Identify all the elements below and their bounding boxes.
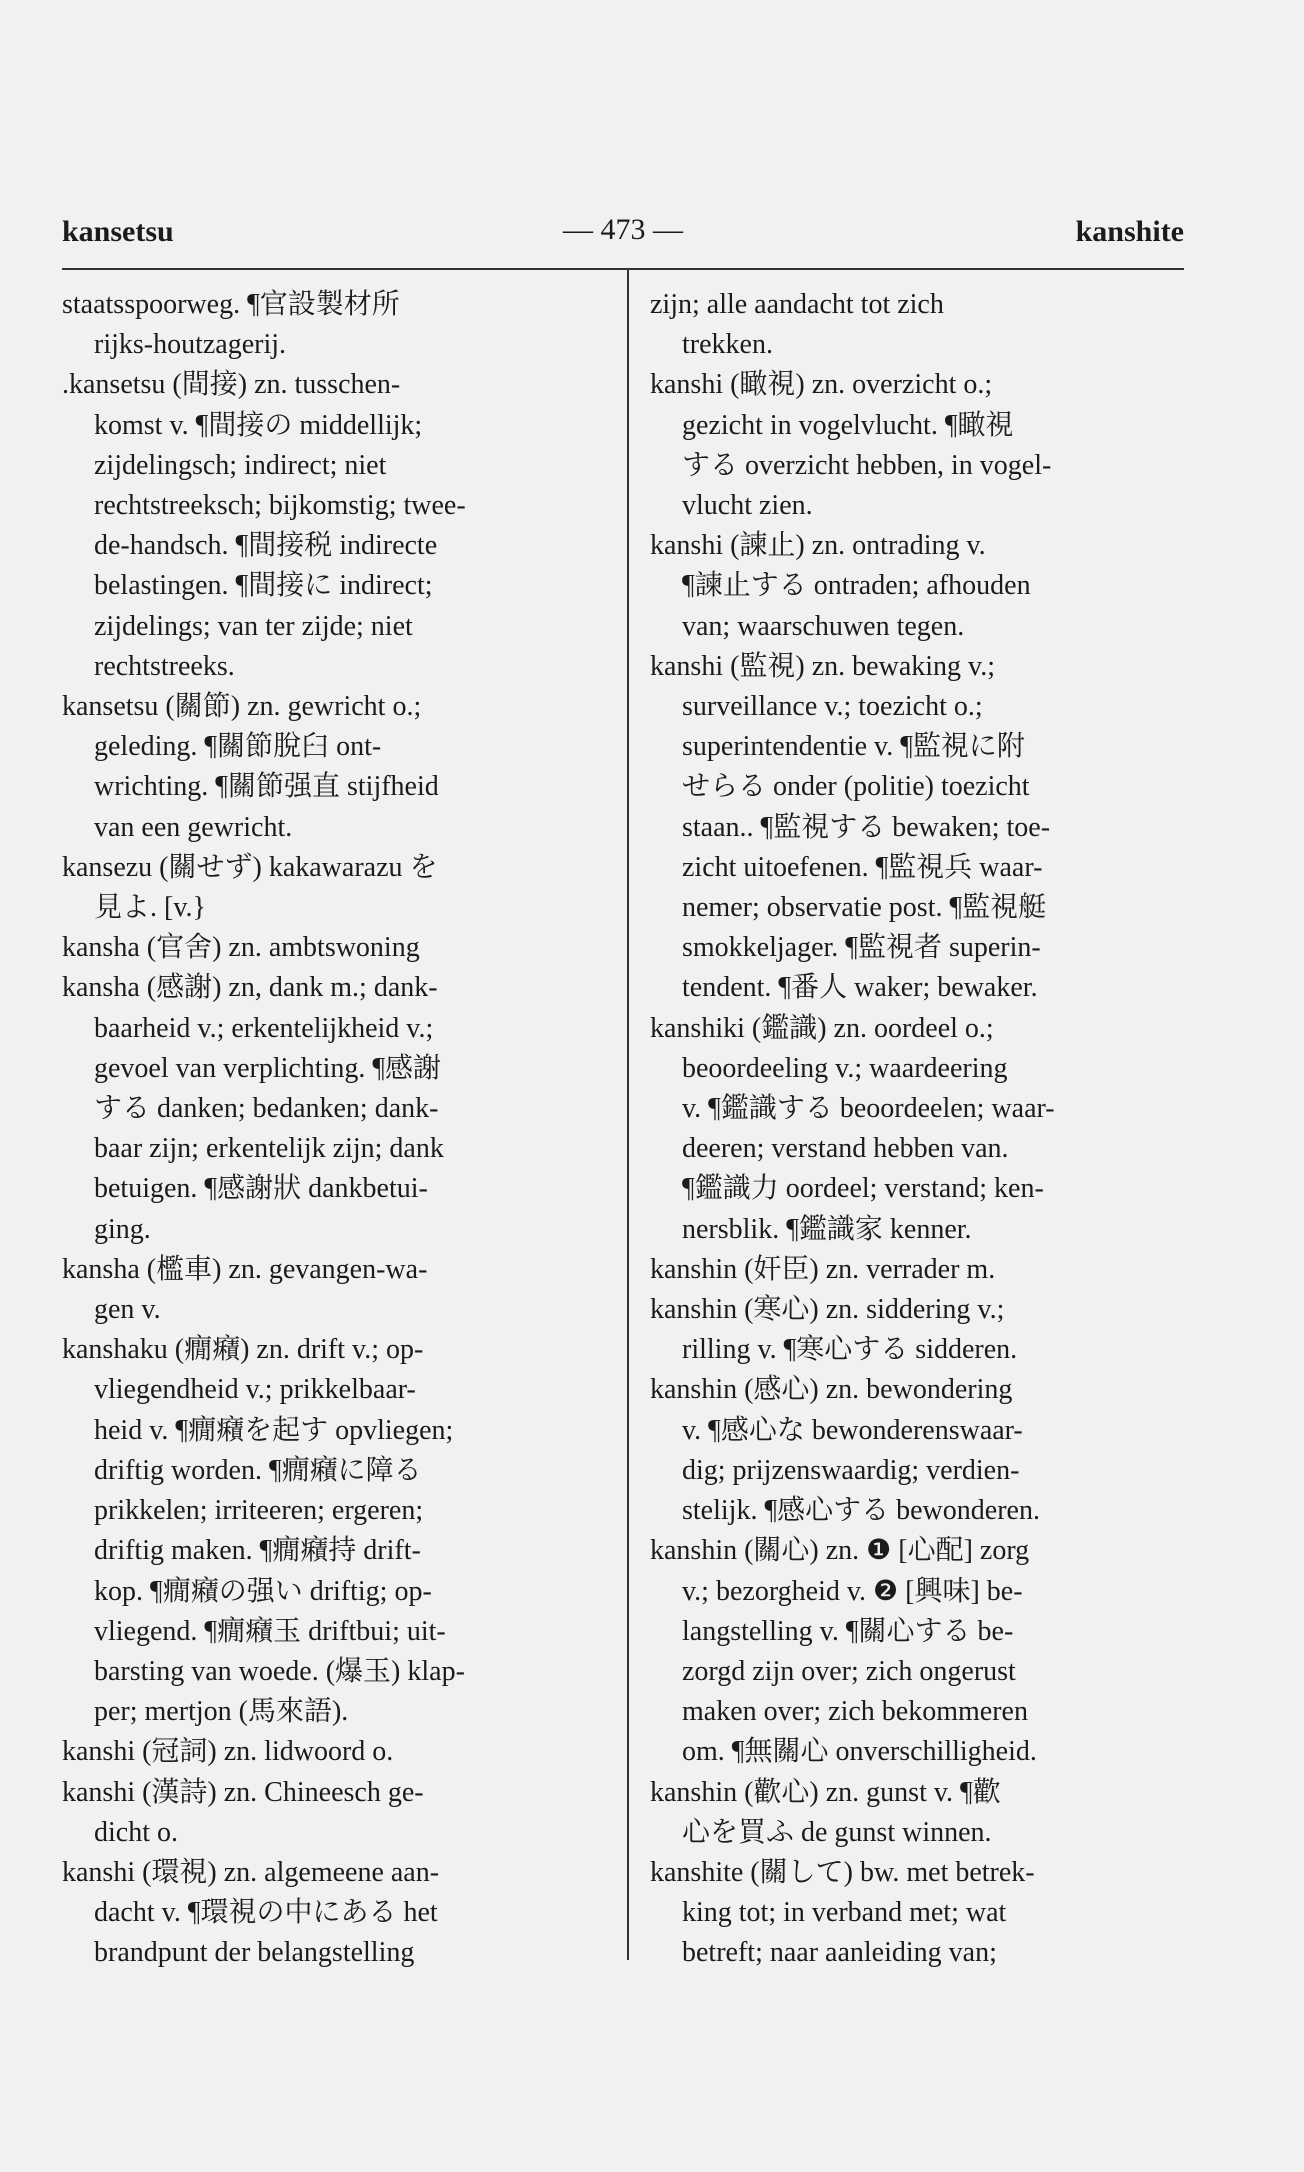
entry-line: langstelling v. ¶關心する be- <box>682 1615 1014 1647</box>
dictionary-entry <box>650 1009 1195 1250</box>
entry-line: om. ¶無關心 onverschilligheid. <box>682 1736 1037 1768</box>
entry-line: nemer; observatie post. ¶監視艇 <box>682 892 1047 924</box>
entry-line: belastingen. ¶間接に indirect; <box>94 570 433 602</box>
entry-line: kanshin (寒心) zn. siddering v.; <box>650 1294 1005 1326</box>
entry-line: wrichting. ¶關節强直 stijfheid <box>94 771 439 803</box>
page-number: — 473 — <box>563 213 683 246</box>
entry-line: kansetsu (關節) zn. gewricht o.; <box>62 691 422 723</box>
entry-line: dacht v. ¶環視の中にある het <box>94 1897 438 1929</box>
entry-line: v. ¶鑑識する beoordeelen; waar- <box>682 1093 1055 1125</box>
entry-line: kanshin (感心) zn. bewondering <box>650 1374 1013 1406</box>
entry-line: kansha (官舍) zn. ambtswoning <box>62 932 420 964</box>
entry-line: zijdelingsch; indirect; niet <box>94 449 387 481</box>
entry-line: gen v. <box>94 1294 161 1326</box>
entry-line: kanshi (瞰視) zn. overzicht o.; <box>650 369 993 401</box>
header-rule <box>62 268 1184 270</box>
right-column <box>650 285 1195 1974</box>
entry-line: trekken. <box>682 329 773 361</box>
entry-line: maken over; zich bekommeren <box>682 1696 1028 1728</box>
entry-line: ¶鑑識力 oordeel; verstand; ken- <box>682 1173 1044 1205</box>
entry-line: rechtstreeks. <box>94 650 235 682</box>
entry-line: zijdelings; van ter zijde; niet <box>94 610 413 642</box>
dictionary-entry <box>62 285 607 365</box>
entry-line: tendent. ¶番人 waker; bewaker. <box>682 972 1038 1004</box>
entry-line: staan.. ¶監視する bewaken; toe- <box>682 811 1051 843</box>
dictionary-entry <box>62 928 607 968</box>
entry-line: prikkelen; irriteeren; ergeren; <box>94 1495 424 1527</box>
column-divider <box>627 270 629 1960</box>
entry-line: heid v. ¶癇癪を起す opvliegen; <box>94 1414 454 1446</box>
entry-line: 心を買ふ de gunst winnen. <box>682 1816 992 1848</box>
running-head-left: kansetsu <box>62 215 174 248</box>
entry-line: rechtstreeksch; bijkomstig; twee- <box>94 490 466 522</box>
dictionary-entry <box>650 526 1195 647</box>
dictionary-entry <box>62 1773 607 1853</box>
entry-line: zijn; alle aandacht tot zich <box>650 289 944 320</box>
entry-line: せらる onder (politie) toezicht <box>682 771 1030 803</box>
entry-line: kansha (感謝) zn, dank m.; dank- <box>62 972 438 1004</box>
entry-line: baarheid v.; erkentelijkheid v.; <box>94 1012 434 1044</box>
entry-line: de-handsch. ¶間接税 indirecte <box>94 530 438 562</box>
entry-line: v.; bezorgheid v. ❷ [興味] be- <box>682 1575 1023 1607</box>
entry-line: per; mertjon (馬來語). <box>94 1696 349 1728</box>
dictionary-entry <box>62 968 607 1249</box>
entry-line: komst v. ¶間接の middellijk; <box>94 409 423 441</box>
entry-line: vliegend. ¶癇癪玉 driftbui; uit- <box>94 1615 446 1647</box>
entry-line: driftig worden. ¶癇癪に障る <box>94 1454 422 1486</box>
entry-line: .kansetsu (間接) zn. tusschen- <box>62 369 401 401</box>
entry-line: ging. <box>94 1213 151 1245</box>
entry-line: betuigen. ¶感謝狀 dankbetui- <box>94 1173 428 1205</box>
dictionary-entry <box>62 848 607 928</box>
entry-line: stelijk. ¶感心する bewonderen. <box>682 1495 1040 1527</box>
entry-line: kanshin (歡心) zn. gunst v. ¶歡 <box>650 1776 1001 1808</box>
entry-line: nersblik. ¶鑑識家 kenner. <box>682 1213 972 1245</box>
running-head-right: kanshite <box>1075 215 1184 248</box>
entry-line: barsting van woede. (爆玉) klap- <box>94 1655 465 1687</box>
entry-line: kanshi (監視) zn. bewaking v.; <box>650 650 995 682</box>
entry-line: ¶諫止する ontraden; afhouden <box>682 570 1031 602</box>
dictionary-entry <box>62 687 607 848</box>
entry-line: zicht uitoefenen. ¶監視兵 waar- <box>682 851 1043 883</box>
entry-line: dicht o. <box>94 1816 178 1848</box>
entry-line: king tot; in verband met; wat <box>682 1897 1007 1929</box>
entry-line: rilling v. ¶寒心する sidderen. <box>682 1334 1018 1366</box>
entry-line: smokkeljager. ¶監視者 superin- <box>682 932 1041 964</box>
dictionary-entry <box>650 1250 1195 1290</box>
page-header <box>62 205 1184 265</box>
entry-line: vliegendheid v.; prikkelbaar- <box>94 1374 416 1406</box>
entry-line: kanshite (關して) bw. met betrek- <box>650 1856 1035 1888</box>
dictionary-entry <box>62 365 607 687</box>
entry-line: rijks-houtzagerij. <box>94 329 287 361</box>
entry-line: brandpunt der belangstelling <box>94 1937 415 1969</box>
dictionary-entry <box>650 647 1195 1009</box>
entry-line: dig; prijzenswaardig; verdien- <box>682 1454 1020 1486</box>
entry-line: kanshi (漢詩) zn. Chineesch ge- <box>62 1776 424 1808</box>
entry-line: van; waarschuwen tegen. <box>682 610 965 642</box>
entry-line: superintendentie v. ¶監視に附 <box>682 731 1025 763</box>
entry-line: kanshi (諫止) zn. ontrading v. <box>650 530 986 562</box>
entry-line: kansezu (關せず) kakawarazu を <box>62 851 438 883</box>
entry-line: 見よ. [v.} <box>94 892 206 924</box>
dictionary-entry <box>650 1290 1195 1370</box>
entry-line: kanshi (環視) zn. algemeene aan- <box>62 1856 440 1888</box>
entry-line: する overzicht hebben, in vogel- <box>682 449 1052 481</box>
entry-line: surveillance v.; toezicht o.; <box>682 691 983 723</box>
dictionary-entry <box>650 1531 1195 1772</box>
dictionary-entry <box>62 1330 607 1732</box>
dictionary-entry <box>650 285 1195 365</box>
entry-line: deeren; verstand hebben van. <box>682 1133 1009 1165</box>
dictionary-entry <box>650 1370 1195 1531</box>
entry-line: driftig maken. ¶癇癪持 drift- <box>94 1535 421 1567</box>
entry-line: kanshaku (癇癪) zn. drift v.; op- <box>62 1334 424 1366</box>
entry-line: kop. ¶癇癪の强い driftig; op- <box>94 1575 432 1607</box>
entry-line: kanshiki (鑑識) zn. oordeel o.; <box>650 1012 994 1044</box>
dictionary-entry <box>62 1732 607 1772</box>
entry-line: kansha (檻車) zn. gevangen-wa- <box>62 1253 428 1285</box>
entry-line: kanshin (奸臣) zn. verrader m. <box>650 1253 996 1285</box>
dictionary-entry <box>650 1853 1195 1974</box>
entry-line: zorgd zijn over; zich ongerust <box>682 1655 1016 1687</box>
entry-line: staatsspoorweg. ¶官設製材所 <box>62 289 400 320</box>
entry-line: kanshin (關心) zn. ❶ [心配] zorg <box>650 1535 1030 1567</box>
entry-line: baar zijn; erkentelijk zijn; dank <box>94 1133 444 1165</box>
dictionary-entry <box>62 1853 607 1974</box>
entry-line: kanshi (冠詞) zn. lidwoord o. <box>62 1736 394 1768</box>
entry-line: beoordeeling v.; waardeering <box>682 1052 1008 1084</box>
entry-line: van een gewricht. <box>94 811 293 843</box>
entry-line: v. ¶感心な bewonderenswaar- <box>682 1414 1023 1446</box>
entry-line: gevoel van verplichting. ¶感謝 <box>94 1052 442 1084</box>
left-column <box>62 285 607 1974</box>
entry-line: geleding. ¶關節脫臼 ont- <box>94 731 382 763</box>
entry-line: する danken; bedanken; dank- <box>94 1093 439 1125</box>
dictionary-entry <box>650 1773 1195 1853</box>
dictionary-entry <box>62 1250 607 1330</box>
entry-line: betreft; naar aanleiding van; <box>682 1937 997 1969</box>
entry-line: gezicht in vogelvlucht. ¶瞰視 <box>682 409 1014 441</box>
dictionary-entry <box>650 365 1195 526</box>
entry-line: vlucht zien. <box>682 490 813 522</box>
